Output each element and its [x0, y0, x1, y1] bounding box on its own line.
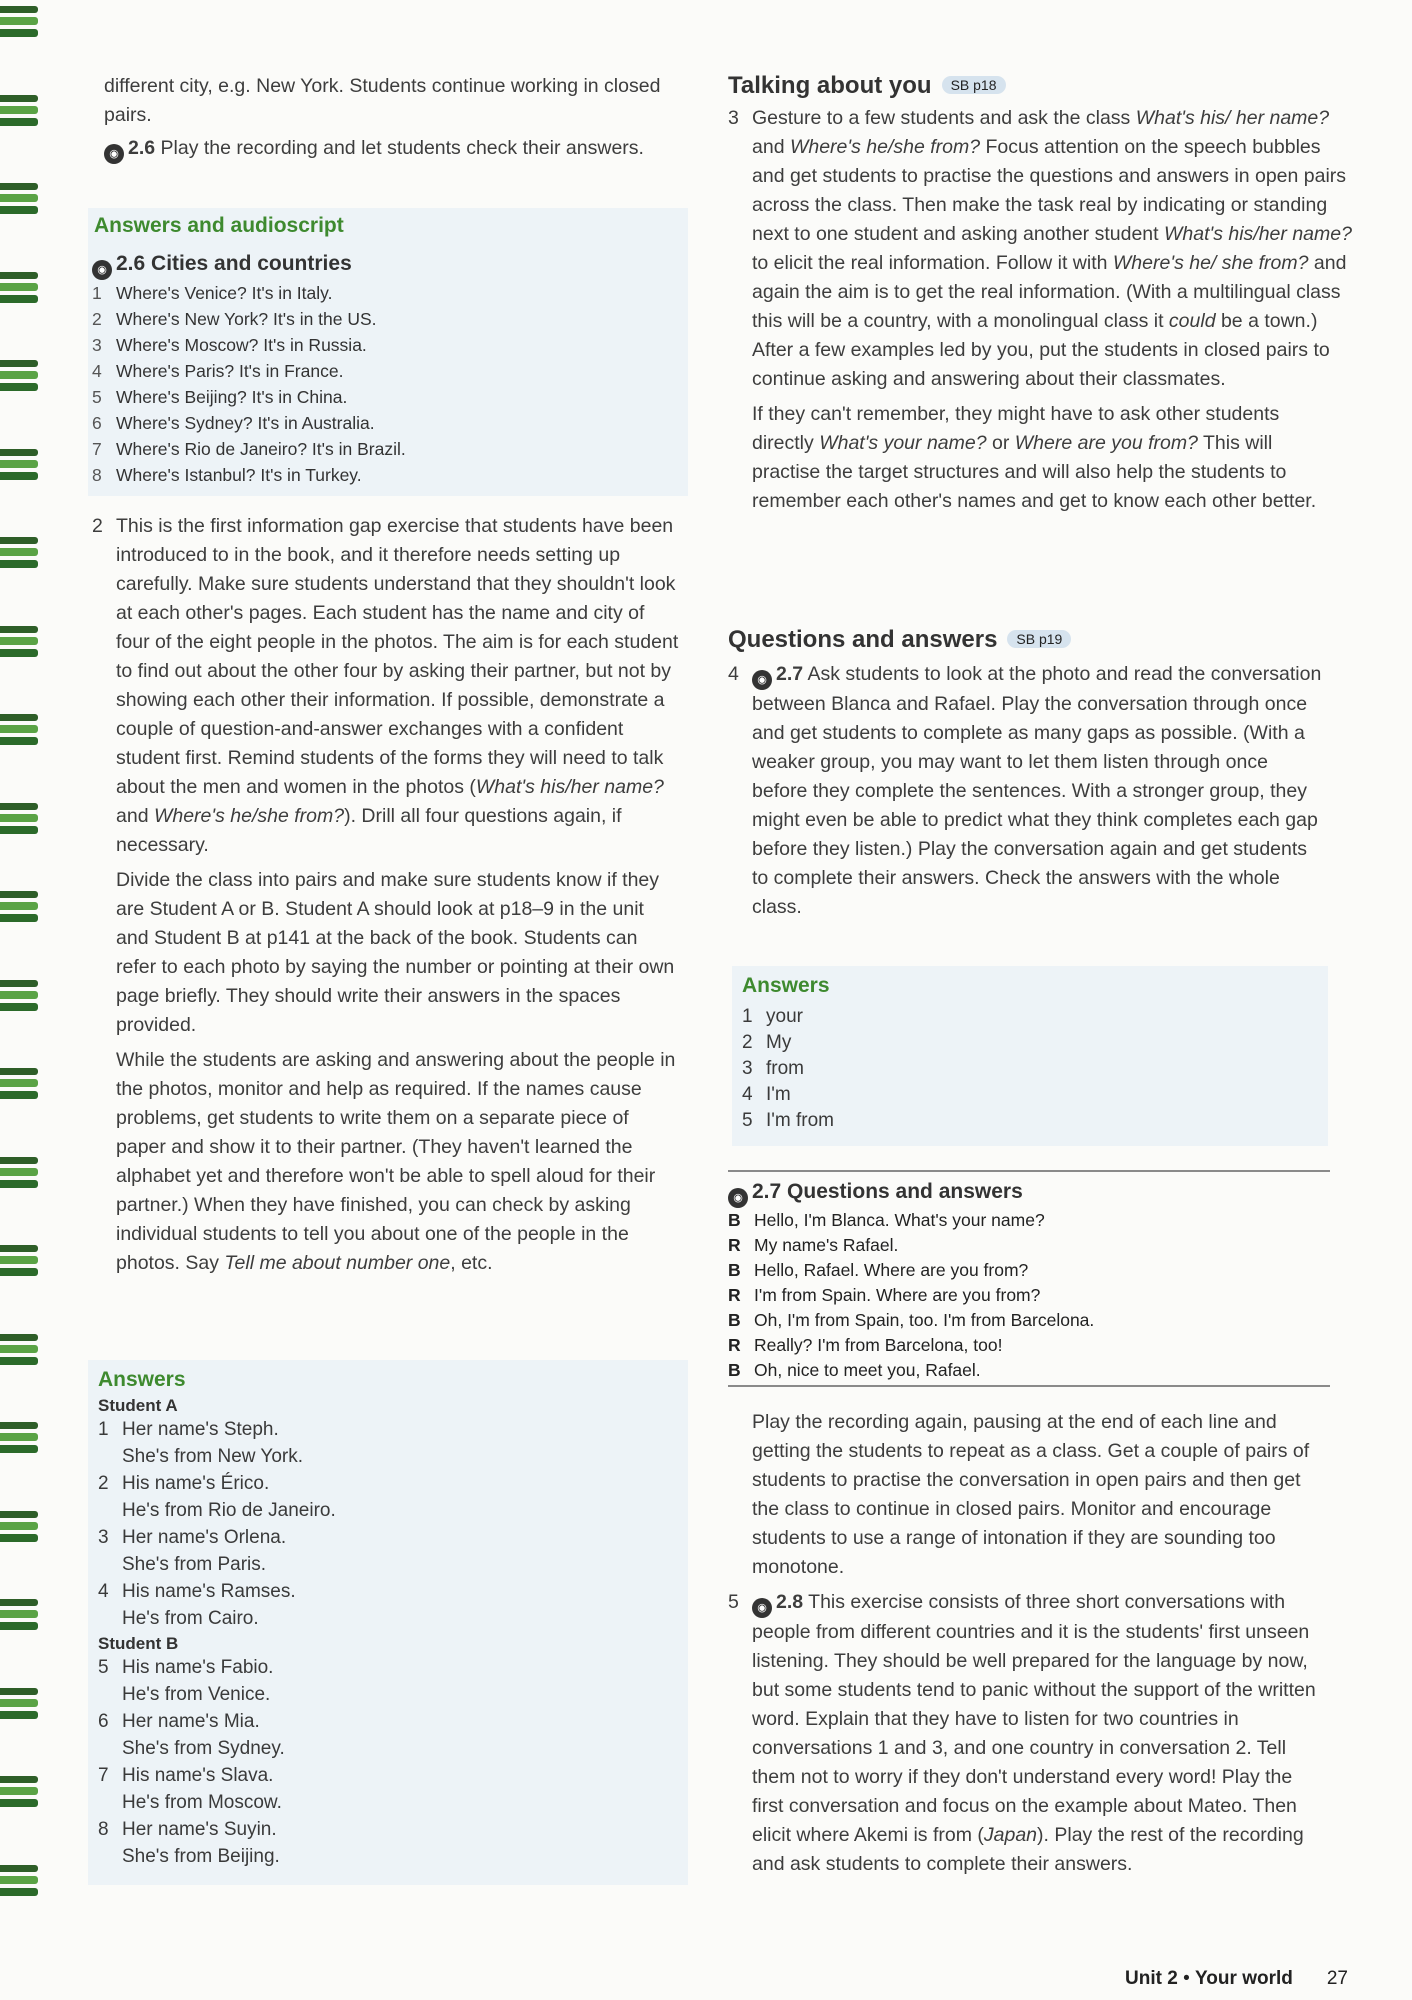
spiral-coil — [0, 6, 40, 40]
dialog-lines — [728, 1208, 1328, 1383]
spiral-coil — [0, 95, 40, 129]
list-item: 5 I'm from — [742, 1110, 835, 1131]
unit-title: Your world — [1195, 1968, 1293, 1989]
list-item: 8 Her name's Suyin. — [98, 1819, 277, 1840]
list-item: 2 His name's Érico. — [98, 1473, 270, 1494]
spiral-coil — [0, 1422, 40, 1456]
questions-and-answers-heading: Questions and answers SB p19 — [728, 626, 1328, 654]
exercise-2-paragraph-3: While the students are asking and answering about the people in the photos, monitor and help as required. If the names cause problems, get students to write them on a separate piece of paper and show it to their partner. (They haven't learned the alphabet yet and therefore won't be able to spell aloud for their partner.) When they have finished, you can check by asking individual students to tell you about one of the people in the photos. Say Tell me about number one, etc. — [116, 1049, 676, 1274]
list-item: 1 your — [742, 1006, 803, 1027]
spiral-coil — [0, 183, 40, 217]
spiral-coil — [0, 714, 40, 748]
list-item: 5 His name's Fabio. — [98, 1657, 274, 1678]
list-item: 1 Her name's Steph. — [98, 1419, 279, 1440]
spiral-coil — [0, 272, 40, 306]
answers-audioscript-box — [88, 208, 688, 496]
list-item: 6 Where's Sydney? It's in Australia. — [92, 413, 375, 433]
spiral-coil — [0, 537, 40, 571]
list-item: 3 from — [742, 1058, 804, 1079]
spiral-coil — [0, 980, 40, 1014]
spiral-coil — [0, 1776, 40, 1810]
dialog-box — [728, 1180, 1328, 1383]
exercise-3-paragraph-2: If they can't remember, they might have to ask other students directly What's your name? or Where are you from? This will practise the target structures and will also help the students to remember each other's names and get to know each other better. — [752, 403, 1317, 512]
spiral-coil — [0, 803, 40, 837]
list-item: 4 I'm — [742, 1084, 791, 1105]
page-footer: Unit 2 • Your world 27 — [1125, 1968, 1348, 1989]
dialog-line: B Oh, I'm from Spain, too. I'm from Barcelona. — [728, 1310, 1095, 1330]
dialog-line: R My name's Rafael. — [728, 1235, 899, 1255]
list-item-detail: He's from Moscow. — [122, 1792, 282, 1813]
audio-cd-icon: ◉ — [728, 1188, 748, 1208]
spiral-coil — [0, 1599, 40, 1633]
divider — [728, 1170, 1330, 1172]
exercise-3-paragraph: 3 Gesture to a few students and ask the class What's his/ her name? and Where's he/she from? Focus attention on the speech bubbles and get students to practise the questions and answers in open pairs across the class. Then make the task real by indicating or standing next to one student and asking another student What's his/her name? to elicit the real information. Follow it with Where's he/ she from? and again the aim is to get the real information. (With a multilingual class this will be a country, with a monolingual class it could be a town.) After a few examples led by you, put the students in closed pairs to continue asking and answering about their classmates. — [728, 107, 1352, 390]
spiral-coil — [0, 1865, 40, 1899]
answers-heading: Answers — [742, 974, 830, 997]
dialog-line: B Hello, Rafael. Where are you from? — [728, 1260, 1029, 1280]
list-item: 2 My — [742, 1032, 792, 1053]
audioscript-title: ◉ 2.6 Cities and countries — [92, 252, 352, 280]
audio-cd-icon: ◉ — [92, 260, 112, 280]
spiral-coil — [0, 1334, 40, 1368]
sb-page-badge: SB p18 — [942, 76, 1006, 94]
dialog-title: ◉ 2.7 Questions and answers — [728, 1180, 1328, 1208]
spiral-coil — [0, 1157, 40, 1191]
spiral-coil — [0, 891, 40, 925]
spiral-coil — [0, 1511, 40, 1545]
intro-play-paragraph: ◉ 2.6 Play the recording and let students check their answers. — [104, 134, 680, 164]
list-item-detail: She's from Beijing. — [122, 1846, 280, 1867]
exercise-2-paragraph: 2 This is the first information gap exercise that students have been introduced to in the book, and it therefore needs setting up carefully. Make sure students understand that they shouldn't look at each other's pages. Each student has the name and city of four of the eight people in the photos. The aim is for each student to find out about the other four by asking their partner, but not by showing each other their information. If possible, demonstrate a couple of question-and-answer exchanges with a confident student first. Remind students of the forms they will need to talk about the men and women in the photos (What's his/her name? and Where's he/she from?). Drill all four questions again, if necessary. — [92, 515, 679, 856]
student-b-label: Student B — [98, 1634, 179, 1653]
audio-cd-icon: ◉ — [752, 670, 772, 690]
spiral-coil — [0, 1068, 40, 1102]
right-column-top — [728, 72, 1352, 516]
list-item: 7 Where's Rio de Janeiro? It's in Brazil. — [92, 439, 406, 459]
list-item: 2 Where's New York? It's in the US. — [92, 309, 377, 329]
answers-audioscript-heading: Answers and audioscript — [94, 214, 344, 237]
audio-cd-icon: ◉ — [104, 144, 124, 164]
list-item: 5 Where's Beijing? It's in China. — [92, 387, 348, 407]
right-column-qa — [728, 626, 1328, 922]
dialog-line: B Oh, nice to meet you, Rafael. — [728, 1360, 981, 1380]
right-column-bottom — [728, 1408, 1328, 1879]
after-dialog-paragraph: Play the recording again, pausing at the end of each line and getting the students to repeat as a class. Get a couple of pairs of students to practise the conversation in open pairs and then get the class to continue in closed pairs. Monitor and encourage students to use a range of intonation if they are sounding too monotone. — [752, 1411, 1310, 1578]
audio-cd-icon: ◉ — [752, 1598, 772, 1618]
spiral-coil — [0, 1688, 40, 1722]
answers-box-right — [732, 966, 1328, 1146]
exercise-4-paragraph: 4 ◉ 2.7 Ask students to look at the photo and read the conversation between Blanca and Rafael. Play the conversation through once and get students to complete as many gaps as possible. (With a weaker group, you may want to let them listen through once before they complete the sentences. With a stronger group, they might even be able to predict what they think completes each gap before they listen.) Play the conversation again and get students to complete their answers. Check the answers with the whole class. — [728, 663, 1322, 918]
list-item: 6 Her name's Mia. — [98, 1711, 260, 1732]
spiral-coil — [0, 1245, 40, 1279]
list-item-detail: She's from Paris. — [122, 1554, 267, 1575]
audioscript-list — [92, 280, 406, 488]
talking-about-you-heading: Talking about you SB p18 — [728, 72, 1328, 100]
page-number: 27 — [1326, 1968, 1348, 1989]
list-item-detail: She's from Sydney. — [122, 1738, 285, 1759]
list-item-detail: He's from Cairo. — [122, 1608, 259, 1629]
divider — [728, 1385, 1330, 1387]
list-item-detail: He's from Venice. — [122, 1684, 271, 1705]
answers-students-box — [88, 1360, 688, 1885]
dialog-line: R Really? I'm from Barcelona, too! — [728, 1335, 1003, 1355]
student-a-list — [98, 1416, 658, 1632]
intro-paragraph: different city, e.g. New York. Students continue working in closed pairs. — [104, 75, 661, 126]
exercise-2-paragraph-2: Divide the class into pairs and make sure students know if they are Student A or B. Student A should look at p18–9 in the unit and Student B at p141 at the back of the book. Students can refer to each photo by saying the number or pointing at their own page briefly. They should write their answers in the spaces provided. — [116, 869, 675, 1036]
list-item: 7 His name's Slava. — [98, 1765, 274, 1786]
list-item: 3 Where's Moscow? It's in Russia. — [92, 335, 367, 355]
list-item: 8 Where's Istanbul? It's in Turkey. — [92, 465, 362, 485]
list-item-detail: He's from Rio de Janeiro. — [122, 1500, 336, 1521]
unit-label: Unit 2 — [1125, 1968, 1178, 1989]
list-item: 3 Her name's Orlena. — [98, 1527, 287, 1548]
sb-page-badge: SB p19 — [1007, 630, 1071, 648]
left-column — [92, 72, 680, 164]
dialog-line: B Hello, I'm Blanca. What's your name? — [728, 1210, 1045, 1230]
answers-heading: Answers — [98, 1368, 186, 1391]
dialog-line: R I'm from Spain. Where are you from? — [728, 1285, 1041, 1305]
answers-list — [742, 1004, 834, 1134]
list-item-detail: She's from New York. — [122, 1446, 304, 1467]
student-a-label: Student A — [98, 1396, 178, 1415]
list-item: 4 His name's Ramses. — [98, 1581, 296, 1602]
list-item: 4 Where's Paris? It's in France. — [92, 361, 344, 381]
spiral-coil — [0, 626, 40, 660]
student-b-list — [98, 1654, 658, 1870]
spiral-binding — [0, 0, 42, 2000]
spiral-coil — [0, 449, 40, 483]
students-answers — [98, 1396, 658, 1870]
spiral-coil — [0, 360, 40, 394]
exercise-2 — [92, 512, 680, 1278]
list-item: 1 Where's Venice? It's in Italy. — [92, 283, 333, 303]
exercise-5-paragraph: 5 ◉ 2.8 This exercise consists of three short conversations with people from different countries and it is the students' first unseen listening. They should be well prepared for the language by now, but some students tend to panic without the support of the written word. Explain that they have to listen for two countries in conversations 1 and 3, and one country in conversation 2. Tell them not to worry if they don't understand every word! Play the first conversation and focus on the example about Mateo. Then elicit where Akemi is from (Japan). Play the rest of the recording and ask students to complete their answers. — [728, 1591, 1316, 1875]
